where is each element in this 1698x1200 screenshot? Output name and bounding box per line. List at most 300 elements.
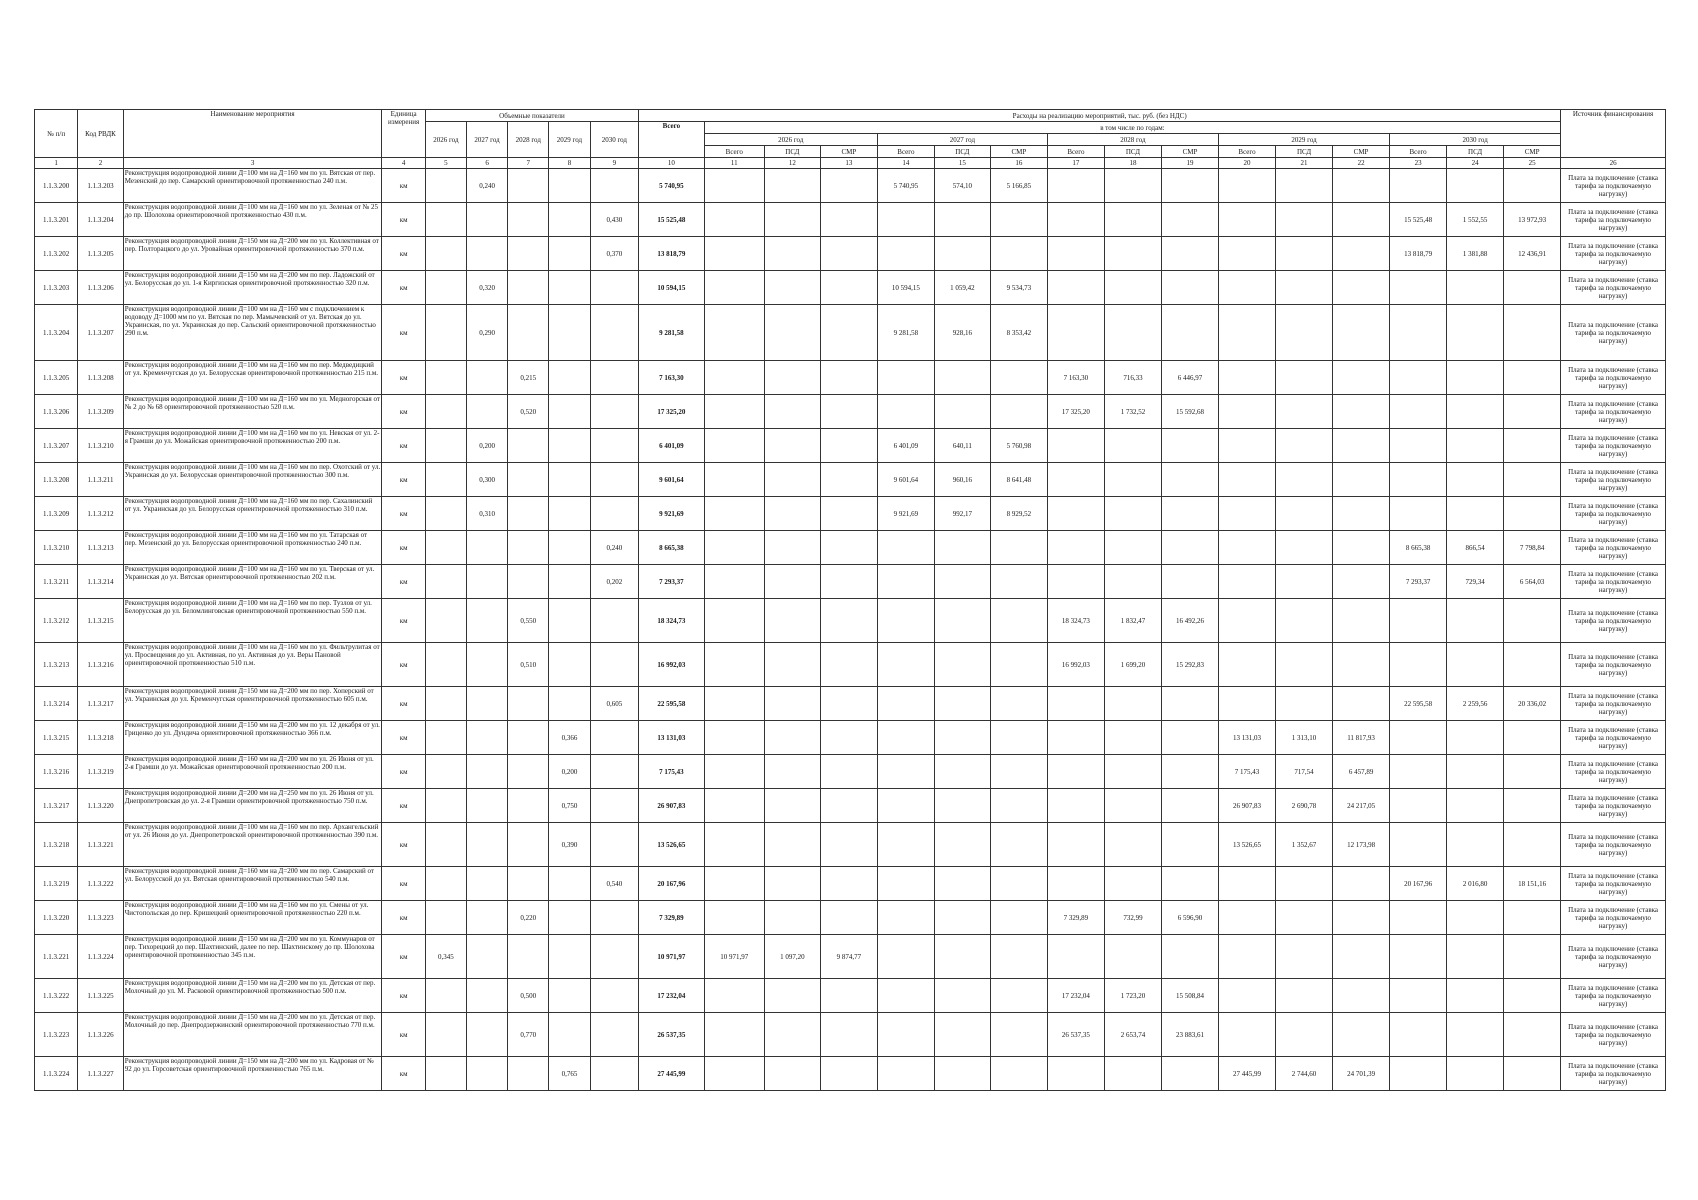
row-2030-smr — [1504, 599, 1561, 643]
row-2027-psd — [934, 643, 990, 687]
header-num: № п/п — [35, 110, 78, 158]
row-volume-2030 — [590, 463, 639, 497]
row-2026-psd — [764, 1057, 820, 1091]
row-number: 1.1.3.219 — [35, 867, 78, 901]
row-2026-psd — [764, 497, 820, 531]
header-exp-2030: 2030 год — [1390, 134, 1561, 146]
row-2028-smr: 6 596,90 — [1161, 901, 1218, 935]
header-sub-2029-smr: СМР — [1333, 146, 1390, 158]
column-number: 24 — [1447, 158, 1504, 169]
row-2030-psd — [1447, 497, 1504, 531]
table-row — [35, 755, 1666, 789]
row-2028-smr — [1161, 1057, 1218, 1091]
row-2026-smr: 9 874,77 — [820, 935, 877, 979]
row-2028-smr — [1161, 565, 1218, 599]
row-2030-psd — [1447, 271, 1504, 305]
column-number: 6 — [466, 158, 507, 169]
row-2026-psd — [764, 463, 820, 497]
row-2028-smr — [1161, 721, 1218, 755]
row-2026-total — [704, 565, 764, 599]
row-2026-total — [704, 203, 764, 237]
row-2026-psd — [764, 203, 820, 237]
row-2027-smr — [990, 867, 1047, 901]
row-2026-total — [704, 643, 764, 687]
row-2028-psd — [1104, 1057, 1161, 1091]
header-sub-2027-psd: ПСД — [934, 146, 990, 158]
row-2027-psd — [934, 361, 990, 395]
row-2030-total — [1390, 169, 1447, 203]
table-row — [35, 687, 1666, 721]
row-2026-smr — [820, 1013, 877, 1057]
table-row — [35, 599, 1666, 643]
row-2026-psd — [764, 867, 820, 901]
row-2027-psd — [934, 565, 990, 599]
table-row — [35, 497, 1666, 531]
row-volume-2027 — [466, 599, 507, 643]
row-2027-smr — [990, 789, 1047, 823]
row-volume-2029 — [549, 271, 590, 305]
row-total: 10 971,97 — [639, 935, 704, 979]
row-2026-total — [704, 271, 764, 305]
header-vol-2027: 2027 год — [466, 122, 507, 158]
row-volume-2030: 0,540 — [590, 867, 639, 901]
row-source: Плата за подключение (ставка тарифа за подключаемую нагрузку) — [1561, 429, 1666, 463]
row-2027-total — [877, 643, 934, 687]
row-2026-smr — [820, 271, 877, 305]
row-unit: км — [382, 497, 425, 531]
row-volume-2030: 0,370 — [590, 237, 639, 271]
row-volume-2030 — [590, 823, 639, 867]
row-volume-2028 — [508, 305, 549, 361]
column-number: 11 — [704, 158, 764, 169]
row-2030-smr: 7 798,84 — [1504, 531, 1561, 565]
row-2028-psd: 1 723,20 — [1104, 979, 1161, 1013]
row-2026-smr — [820, 463, 877, 497]
row-volume-2026 — [425, 755, 466, 789]
row-2030-total: 15 525,48 — [1390, 203, 1447, 237]
row-2028-total: 17 325,20 — [1047, 395, 1104, 429]
header-sub-2030-smr: СМР — [1504, 146, 1561, 158]
row-2029-psd — [1276, 935, 1333, 979]
row-number: 1.1.3.205 — [35, 361, 78, 395]
row-number: 1.1.3.223 — [35, 1013, 78, 1057]
row-2029-smr — [1333, 867, 1390, 901]
row-2030-total — [1390, 789, 1447, 823]
row-2028-total: 18 324,73 — [1047, 599, 1104, 643]
row-2030-psd: 2 016,80 — [1447, 867, 1504, 901]
row-2030-total — [1390, 599, 1447, 643]
column-number: 23 — [1390, 158, 1447, 169]
row-code: 1.1.3.208 — [78, 361, 123, 395]
row-2030-smr: 13 972,93 — [1504, 203, 1561, 237]
row-volume-2029: 0,765 — [549, 1057, 590, 1091]
row-2029-psd — [1276, 1013, 1333, 1057]
row-2030-total — [1390, 1013, 1447, 1057]
row-2028-total — [1047, 935, 1104, 979]
row-2028-smr: 15 592,68 — [1161, 395, 1218, 429]
row-source: Плата за подключение (ставка тарифа за подключаемую нагрузку) — [1561, 565, 1666, 599]
row-total: 9 281,58 — [639, 305, 704, 361]
row-2029-psd — [1276, 979, 1333, 1013]
row-2026-smr — [820, 599, 877, 643]
row-2028-smr: 6 446,97 — [1161, 361, 1218, 395]
row-volume-2028: 0,770 — [508, 1013, 549, 1057]
row-2029-smr: 24 217,05 — [1333, 789, 1390, 823]
row-2029-psd — [1276, 429, 1333, 463]
table-row — [35, 935, 1666, 979]
row-name: Реконструкция водопроводной линии Д=150 мм на Д=200 мм по ул. Коммунаров от пер. Тихорецкий до пер. Шахтинский, далее по пер. Шахтинскому до пр. Шолохова ориентировочной протяженностью 345 п.м. — [123, 935, 382, 979]
row-number: 1.1.3.215 — [35, 721, 78, 755]
row-volume-2029 — [549, 643, 590, 687]
row-2028-smr: 15 292,83 — [1161, 643, 1218, 687]
row-source: Плата за подключение (ставка тарифа за подключаемую нагрузку) — [1561, 361, 1666, 395]
row-2028-psd — [1104, 237, 1161, 271]
row-2030-smr — [1504, 935, 1561, 979]
row-2028-psd — [1104, 755, 1161, 789]
row-2026-smr — [820, 531, 877, 565]
row-2027-smr — [990, 755, 1047, 789]
row-volume-2026 — [425, 1013, 466, 1057]
row-2026-total — [704, 237, 764, 271]
row-2030-smr — [1504, 497, 1561, 531]
row-2029-psd — [1276, 305, 1333, 361]
row-volume-2029 — [549, 463, 590, 497]
column-number: 2 — [78, 158, 123, 169]
row-2029-smr — [1333, 429, 1390, 463]
row-2030-total — [1390, 463, 1447, 497]
row-2026-psd — [764, 237, 820, 271]
row-volume-2029 — [549, 565, 590, 599]
row-name: Реконструкция водопроводной линии Д=100 мм на Д=160 мм по ул. Тверская от ул. Украинская до ул. Вятская ориентировочной протяженностью 202 п.м. — [123, 565, 382, 599]
row-volume-2028 — [508, 755, 549, 789]
row-2029-smr — [1333, 1013, 1390, 1057]
row-unit: км — [382, 643, 425, 687]
row-2029-total — [1218, 361, 1275, 395]
row-volume-2029 — [549, 237, 590, 271]
row-total: 5 740,95 — [639, 169, 704, 203]
row-2027-total: 9 601,64 — [877, 463, 934, 497]
row-2029-psd — [1276, 169, 1333, 203]
row-2028-psd — [1104, 531, 1161, 565]
row-volume-2027: 0,310 — [466, 497, 507, 531]
row-unit: км — [382, 1057, 425, 1091]
row-volume-2026 — [425, 687, 466, 721]
row-unit: км — [382, 361, 425, 395]
row-number: 1.1.3.201 — [35, 203, 78, 237]
row-2030-smr — [1504, 305, 1561, 361]
row-2030-total — [1390, 979, 1447, 1013]
row-total: 17 232,04 — [639, 979, 704, 1013]
row-2026-total — [704, 531, 764, 565]
row-name: Реконструкция водопроводной линии Д=100 мм на Д=160 мм по ул. Медногорская от № 2 до № 68 ориентировочной протяженностью 520 п.м. — [123, 395, 382, 429]
row-2027-psd — [934, 1013, 990, 1057]
row-name: Реконструкция водопроводной линии Д=100 мм на Д=160 мм по пер. Сахалинский от ул. Украинская до ул. Белорусская ориентировочной протяженностью 310 п.м. — [123, 497, 382, 531]
row-code: 1.1.3.213 — [78, 531, 123, 565]
header-exp-2028: 2028 год — [1047, 134, 1218, 146]
row-2028-smr — [1161, 531, 1218, 565]
row-2027-total: 6 401,09 — [877, 429, 934, 463]
row-2029-psd: 2 744,60 — [1276, 1057, 1333, 1091]
row-2029-total — [1218, 901, 1275, 935]
document-page — [34, 109, 1666, 1091]
column-number: 21 — [1276, 158, 1333, 169]
row-2029-total: 13 526,65 — [1218, 823, 1275, 867]
row-2026-smr — [820, 823, 877, 867]
row-volume-2028: 0,520 — [508, 395, 549, 429]
row-volume-2029: 0,200 — [549, 755, 590, 789]
row-2028-psd — [1104, 169, 1161, 203]
row-2028-total — [1047, 565, 1104, 599]
row-volume-2026 — [425, 395, 466, 429]
row-2027-psd — [934, 867, 990, 901]
row-2030-total — [1390, 935, 1447, 979]
column-number: 9 — [590, 158, 639, 169]
row-2029-psd — [1276, 463, 1333, 497]
row-2026-psd — [764, 599, 820, 643]
row-2026-total — [704, 721, 764, 755]
row-volume-2027 — [466, 1013, 507, 1057]
row-volume-2030 — [590, 271, 639, 305]
row-2026-smr — [820, 789, 877, 823]
row-volume-2026 — [425, 271, 466, 305]
row-2026-psd — [764, 565, 820, 599]
row-2029-total — [1218, 979, 1275, 1013]
row-2029-smr — [1333, 271, 1390, 305]
row-code: 1.1.3.215 — [78, 599, 123, 643]
row-2028-smr — [1161, 169, 1218, 203]
row-total: 6 401,09 — [639, 429, 704, 463]
row-name: Реконструкция водопроводной линии Д=150 мм на Д=200 мм по ул. Коллективная от пер. Полторацкого до ул. Уровайная ориентировочной протяженностью 370 п.м. — [123, 237, 382, 271]
row-volume-2029 — [549, 935, 590, 979]
row-2028-psd: 2 653,74 — [1104, 1013, 1161, 1057]
row-2028-smr — [1161, 755, 1218, 789]
row-2030-total — [1390, 823, 1447, 867]
row-2028-total: 7 329,89 — [1047, 901, 1104, 935]
row-2028-psd — [1104, 429, 1161, 463]
row-2026-total — [704, 429, 764, 463]
row-source: Плата за подключение (ставка тарифа за подключаемую нагрузку) — [1561, 789, 1666, 823]
row-code: 1.1.3.211 — [78, 463, 123, 497]
column-number: 4 — [382, 158, 425, 169]
row-2030-smr — [1504, 429, 1561, 463]
row-2029-total — [1218, 169, 1275, 203]
row-unit: км — [382, 237, 425, 271]
row-volume-2030 — [590, 789, 639, 823]
row-2027-smr — [990, 565, 1047, 599]
row-volume-2026 — [425, 361, 466, 395]
row-number: 1.1.3.203 — [35, 271, 78, 305]
row-2028-psd — [1104, 463, 1161, 497]
row-volume-2030 — [590, 599, 639, 643]
row-2030-total — [1390, 305, 1447, 361]
row-2027-psd: 574,10 — [934, 169, 990, 203]
row-total: 9 921,69 — [639, 497, 704, 531]
row-2029-total: 13 131,03 — [1218, 721, 1275, 755]
row-volume-2028 — [508, 497, 549, 531]
row-volume-2026 — [425, 169, 466, 203]
row-volume-2030: 0,240 — [590, 531, 639, 565]
row-source: Плата за подключение (ставка тарифа за подключаемую нагрузку) — [1561, 305, 1666, 361]
row-2026-psd — [764, 789, 820, 823]
table-row — [35, 169, 1666, 203]
column-number: 22 — [1333, 158, 1390, 169]
row-2029-total — [1218, 429, 1275, 463]
row-2028-psd — [1104, 497, 1161, 531]
row-number: 1.1.3.218 — [35, 823, 78, 867]
row-2028-psd — [1104, 935, 1161, 979]
row-2026-total — [704, 823, 764, 867]
row-2028-smr: 15 508,84 — [1161, 979, 1218, 1013]
row-number: 1.1.3.207 — [35, 429, 78, 463]
row-total: 13 526,65 — [639, 823, 704, 867]
row-number: 1.1.3.209 — [35, 497, 78, 531]
row-code: 1.1.3.220 — [78, 789, 123, 823]
row-name: Реконструкция водопроводной линии Д=100 мм на Д=160 мм с подключением к водоводу Д=1000 мм по ул. Вятская по пер. Мамычевский от ул. Вятская до ул. Украинская, по ул. Украинская до пер. Сальский ориентировочной протяженностью 290 п.м. — [123, 305, 382, 361]
row-2030-total — [1390, 429, 1447, 463]
column-number: 3 — [123, 158, 382, 169]
row-2026-smr — [820, 721, 877, 755]
row-volume-2029 — [549, 599, 590, 643]
row-2027-psd — [934, 395, 990, 429]
header-expenses: Расходы на реализацию мероприятий, тыс. руб. (без НДС) — [639, 110, 1561, 122]
row-2028-total: 7 163,30 — [1047, 361, 1104, 395]
row-2030-total — [1390, 395, 1447, 429]
row-2030-total: 20 167,96 — [1390, 867, 1447, 901]
header-sub-2029-psd: ПСД — [1276, 146, 1333, 158]
row-2027-psd: 928,16 — [934, 305, 990, 361]
row-name: Реконструкция водопроводной линии Д=100 мм на Д=160 мм по пер. Архангельский от ул. 26 Июня до ул. Днепропетровской ориентировочной протяженностью 390 п.м. — [123, 823, 382, 867]
row-volume-2027 — [466, 1057, 507, 1091]
table-row — [35, 1013, 1666, 1057]
row-2030-smr — [1504, 271, 1561, 305]
row-2026-total — [704, 395, 764, 429]
row-2029-smr — [1333, 565, 1390, 599]
row-2027-smr: 5 760,98 — [990, 429, 1047, 463]
row-2029-smr — [1333, 395, 1390, 429]
row-2028-total — [1047, 1057, 1104, 1091]
row-volume-2027 — [466, 565, 507, 599]
row-2026-smr — [820, 203, 877, 237]
row-2030-psd — [1447, 823, 1504, 867]
row-2028-psd — [1104, 271, 1161, 305]
row-code: 1.1.3.209 — [78, 395, 123, 429]
row-total: 7 175,43 — [639, 755, 704, 789]
row-volume-2027 — [466, 395, 507, 429]
header-sub-2030-total: Всего — [1390, 146, 1447, 158]
row-2027-smr — [990, 1057, 1047, 1091]
row-code: 1.1.3.217 — [78, 687, 123, 721]
row-2028-smr — [1161, 203, 1218, 237]
row-2029-total — [1218, 203, 1275, 237]
row-2030-psd — [1447, 643, 1504, 687]
row-2027-total — [877, 789, 934, 823]
header-volume: Объемные показатели — [425, 110, 638, 122]
row-2030-psd — [1447, 789, 1504, 823]
header-incl-years: в том числе по годам: — [704, 122, 1561, 134]
row-volume-2027: 0,290 — [466, 305, 507, 361]
row-2026-psd — [764, 361, 820, 395]
header-exp-2029: 2029 год — [1218, 134, 1389, 146]
row-2028-smr — [1161, 497, 1218, 531]
row-volume-2030 — [590, 721, 639, 755]
column-number: 26 — [1561, 158, 1666, 169]
row-2030-smr — [1504, 823, 1561, 867]
row-code: 1.1.3.222 — [78, 867, 123, 901]
row-source: Плата за подключение (ставка тарифа за подключаемую нагрузку) — [1561, 979, 1666, 1013]
row-2029-total — [1218, 1013, 1275, 1057]
row-volume-2029: 0,390 — [549, 823, 590, 867]
row-2027-smr — [990, 823, 1047, 867]
row-2027-total: 5 740,95 — [877, 169, 934, 203]
row-volume-2029: 0,366 — [549, 721, 590, 755]
row-code: 1.1.3.205 — [78, 237, 123, 271]
column-number: 25 — [1504, 158, 1561, 169]
row-2030-psd — [1447, 1013, 1504, 1057]
row-2027-psd: 960,16 — [934, 463, 990, 497]
row-2030-psd: 2 259,56 — [1447, 687, 1504, 721]
row-2026-total — [704, 497, 764, 531]
table-row — [35, 643, 1666, 687]
row-2029-smr — [1333, 901, 1390, 935]
row-2026-psd — [764, 531, 820, 565]
row-2026-psd: 1 097,20 — [764, 935, 820, 979]
row-2027-smr — [990, 395, 1047, 429]
row-code: 1.1.3.223 — [78, 901, 123, 935]
row-2030-psd — [1447, 395, 1504, 429]
row-2028-total — [1047, 271, 1104, 305]
row-volume-2028: 0,220 — [508, 901, 549, 935]
row-2029-total — [1218, 867, 1275, 901]
row-2029-smr — [1333, 687, 1390, 721]
row-unit: км — [382, 203, 425, 237]
row-2027-total — [877, 721, 934, 755]
row-unit: км — [382, 823, 425, 867]
row-2030-psd — [1447, 169, 1504, 203]
row-2026-smr — [820, 979, 877, 1013]
row-volume-2028 — [508, 531, 549, 565]
row-2030-psd — [1447, 901, 1504, 935]
column-number: 8 — [549, 158, 590, 169]
row-2028-smr — [1161, 463, 1218, 497]
row-total: 7 163,30 — [639, 361, 704, 395]
row-2026-smr — [820, 565, 877, 599]
column-number: 14 — [877, 158, 934, 169]
row-2030-smr — [1504, 901, 1561, 935]
row-2029-smr — [1333, 305, 1390, 361]
row-2026-psd — [764, 823, 820, 867]
table-row — [35, 901, 1666, 935]
row-name: Реконструкция водопроводной линии Д=150 мм на Д=200 мм по пер. Хоперский от ул. Украинская до ул. Кременчугская ориентировочной протяженностью 605 п.м. — [123, 687, 382, 721]
row-total: 16 992,03 — [639, 643, 704, 687]
row-2028-total: 16 992,03 — [1047, 643, 1104, 687]
row-unit: км — [382, 687, 425, 721]
row-2029-total — [1218, 395, 1275, 429]
row-volume-2027 — [466, 901, 507, 935]
row-2028-psd: 1 699,20 — [1104, 643, 1161, 687]
row-2026-total — [704, 901, 764, 935]
row-2028-smr — [1161, 237, 1218, 271]
row-2029-psd — [1276, 599, 1333, 643]
row-source: Плата за подключение (ставка тарифа за подключаемую нагрузку) — [1561, 531, 1666, 565]
row-2026-total — [704, 979, 764, 1013]
row-2029-smr — [1333, 599, 1390, 643]
row-2027-total — [877, 531, 934, 565]
row-2030-psd — [1447, 361, 1504, 395]
header-sub-2029-total: Всего — [1218, 146, 1275, 158]
row-2028-total — [1047, 531, 1104, 565]
row-number: 1.1.3.213 — [35, 643, 78, 687]
row-2029-total — [1218, 271, 1275, 305]
